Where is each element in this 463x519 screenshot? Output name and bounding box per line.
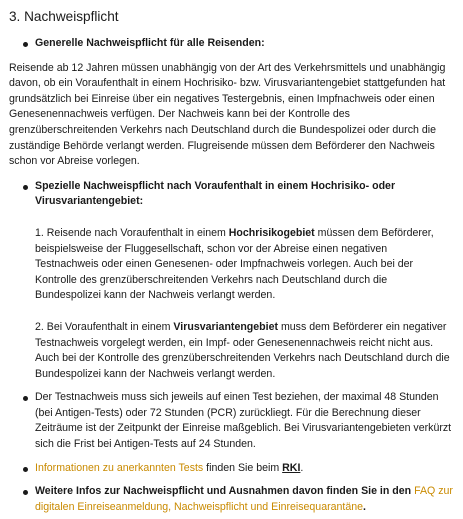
faq-link[interactable]: FAQ zur digitalen Einreiseanmeldung, Nachweispflicht und Einreisequarantäne [35, 485, 453, 513]
faq-item [9, 484, 453, 515]
bullet-icon [23, 490, 28, 495]
bullet-icon [23, 396, 28, 401]
recognized-tests-middle-text: finden Sie beim [203, 461, 283, 474]
recognized-tests-end: . [300, 461, 304, 474]
general-obligation-text: Reisende ab 12 Jahren müssen unabhängig von der Art des Verkehrsmittels und unabhängig davon, ob ein Voraufenthalt in einem Hochrisiko- bzw. Virusvariantengebiet stattgefunden hat grundsätzlich bei Einreise über ein negatives Testergebnis, einen Impfnachweis oder einen Genesenennachweis verfügen. Der Nachweis kann bei der Kontrolle des grenzüberschreitenden Verkehrs nach Deutschland durch die Bundespolizei oder durch die zuständige Behörde verlangt werden. Flugreisende müssen dem Beförderer den Nachweis schon vor Abreise vorlegen. [9, 61, 446, 168]
general-obligation-item [9, 36, 453, 52]
special-obligation-item [9, 179, 453, 210]
high-risk-term: Hochrisikogebiet [228, 226, 315, 239]
high-risk-paragraph [9, 226, 453, 304]
rki-link[interactable]: RKI [282, 461, 301, 474]
test-validity-text: Der Testnachweis muss sich jeweils auf einen Test beziehen, der maximal 48 Stunden (bei Antigen-Tests) oder 72 Stunden (PCR) zurückliegt. Für die Berechnung dieser Zeiträume ist der Zeitpunkt der Einreise maßgeblich. Bei Virusvariantengebieten verkürzt sich die Frist bei Antigen-Tests auf 24 Stunden. [35, 391, 452, 451]
high-risk-text-suffix: müssen dem Beförderer, beispielsweise der Fluggesellschaft, schon vor der Abreise einen negativen Testnachweis oder einen Genesenen- oder Impfnachweis vorlegen. Auch bei der Kontrolle des grenzüberschreitenden Verkehrs nach Deutschland durch die Bundespolizei kann der Nachweis verlangt werden. [35, 226, 434, 302]
recognized-tests-item [9, 461, 453, 477]
virus-variant-text-suffix: muss dem Beförderer ein negativer Testnachweis vorgelegt werden, ein Impf- oder Genesenennachweis reicht nicht aus. Auch bei der Kontrolle des grenzüberschreitenden Verkehrs nach Deutschland durch die Bundespolizei kann der Nachweis verlangt werden. [35, 320, 450, 380]
special-obligation-heading: Spezielle Nachweispflicht nach Voraufenthalt in einem Hochrisiko- oder Virusvariantengebiet: [35, 179, 396, 208]
section-title: 3. Nachweispflicht [9, 9, 119, 24]
test-validity-item [9, 390, 453, 452]
virus-variant-paragraph [9, 320, 453, 382]
bullet-icon [23, 185, 28, 190]
virus-variant-term: Virusvariantengebiet [173, 320, 279, 333]
bullet-icon [23, 467, 28, 472]
faq-text-end: . [363, 500, 366, 513]
high-risk-text-prefix: 1. Reisende nach Voraufenthalt in einem [35, 226, 229, 239]
recognized-tests-link[interactable]: Informationen zu anerkannten Tests [35, 461, 204, 474]
virus-variant-text-prefix: 2. Bei Voraufenthalt in einem [35, 320, 174, 333]
faq-text-prefix: Weitere Infos zur Nachweispflicht und Ausnahmen davon finden Sie in den [35, 485, 415, 498]
general-obligation-heading: Generelle Nachweispflicht für alle Reisenden: [35, 37, 265, 49]
bullet-icon [23, 42, 28, 47]
